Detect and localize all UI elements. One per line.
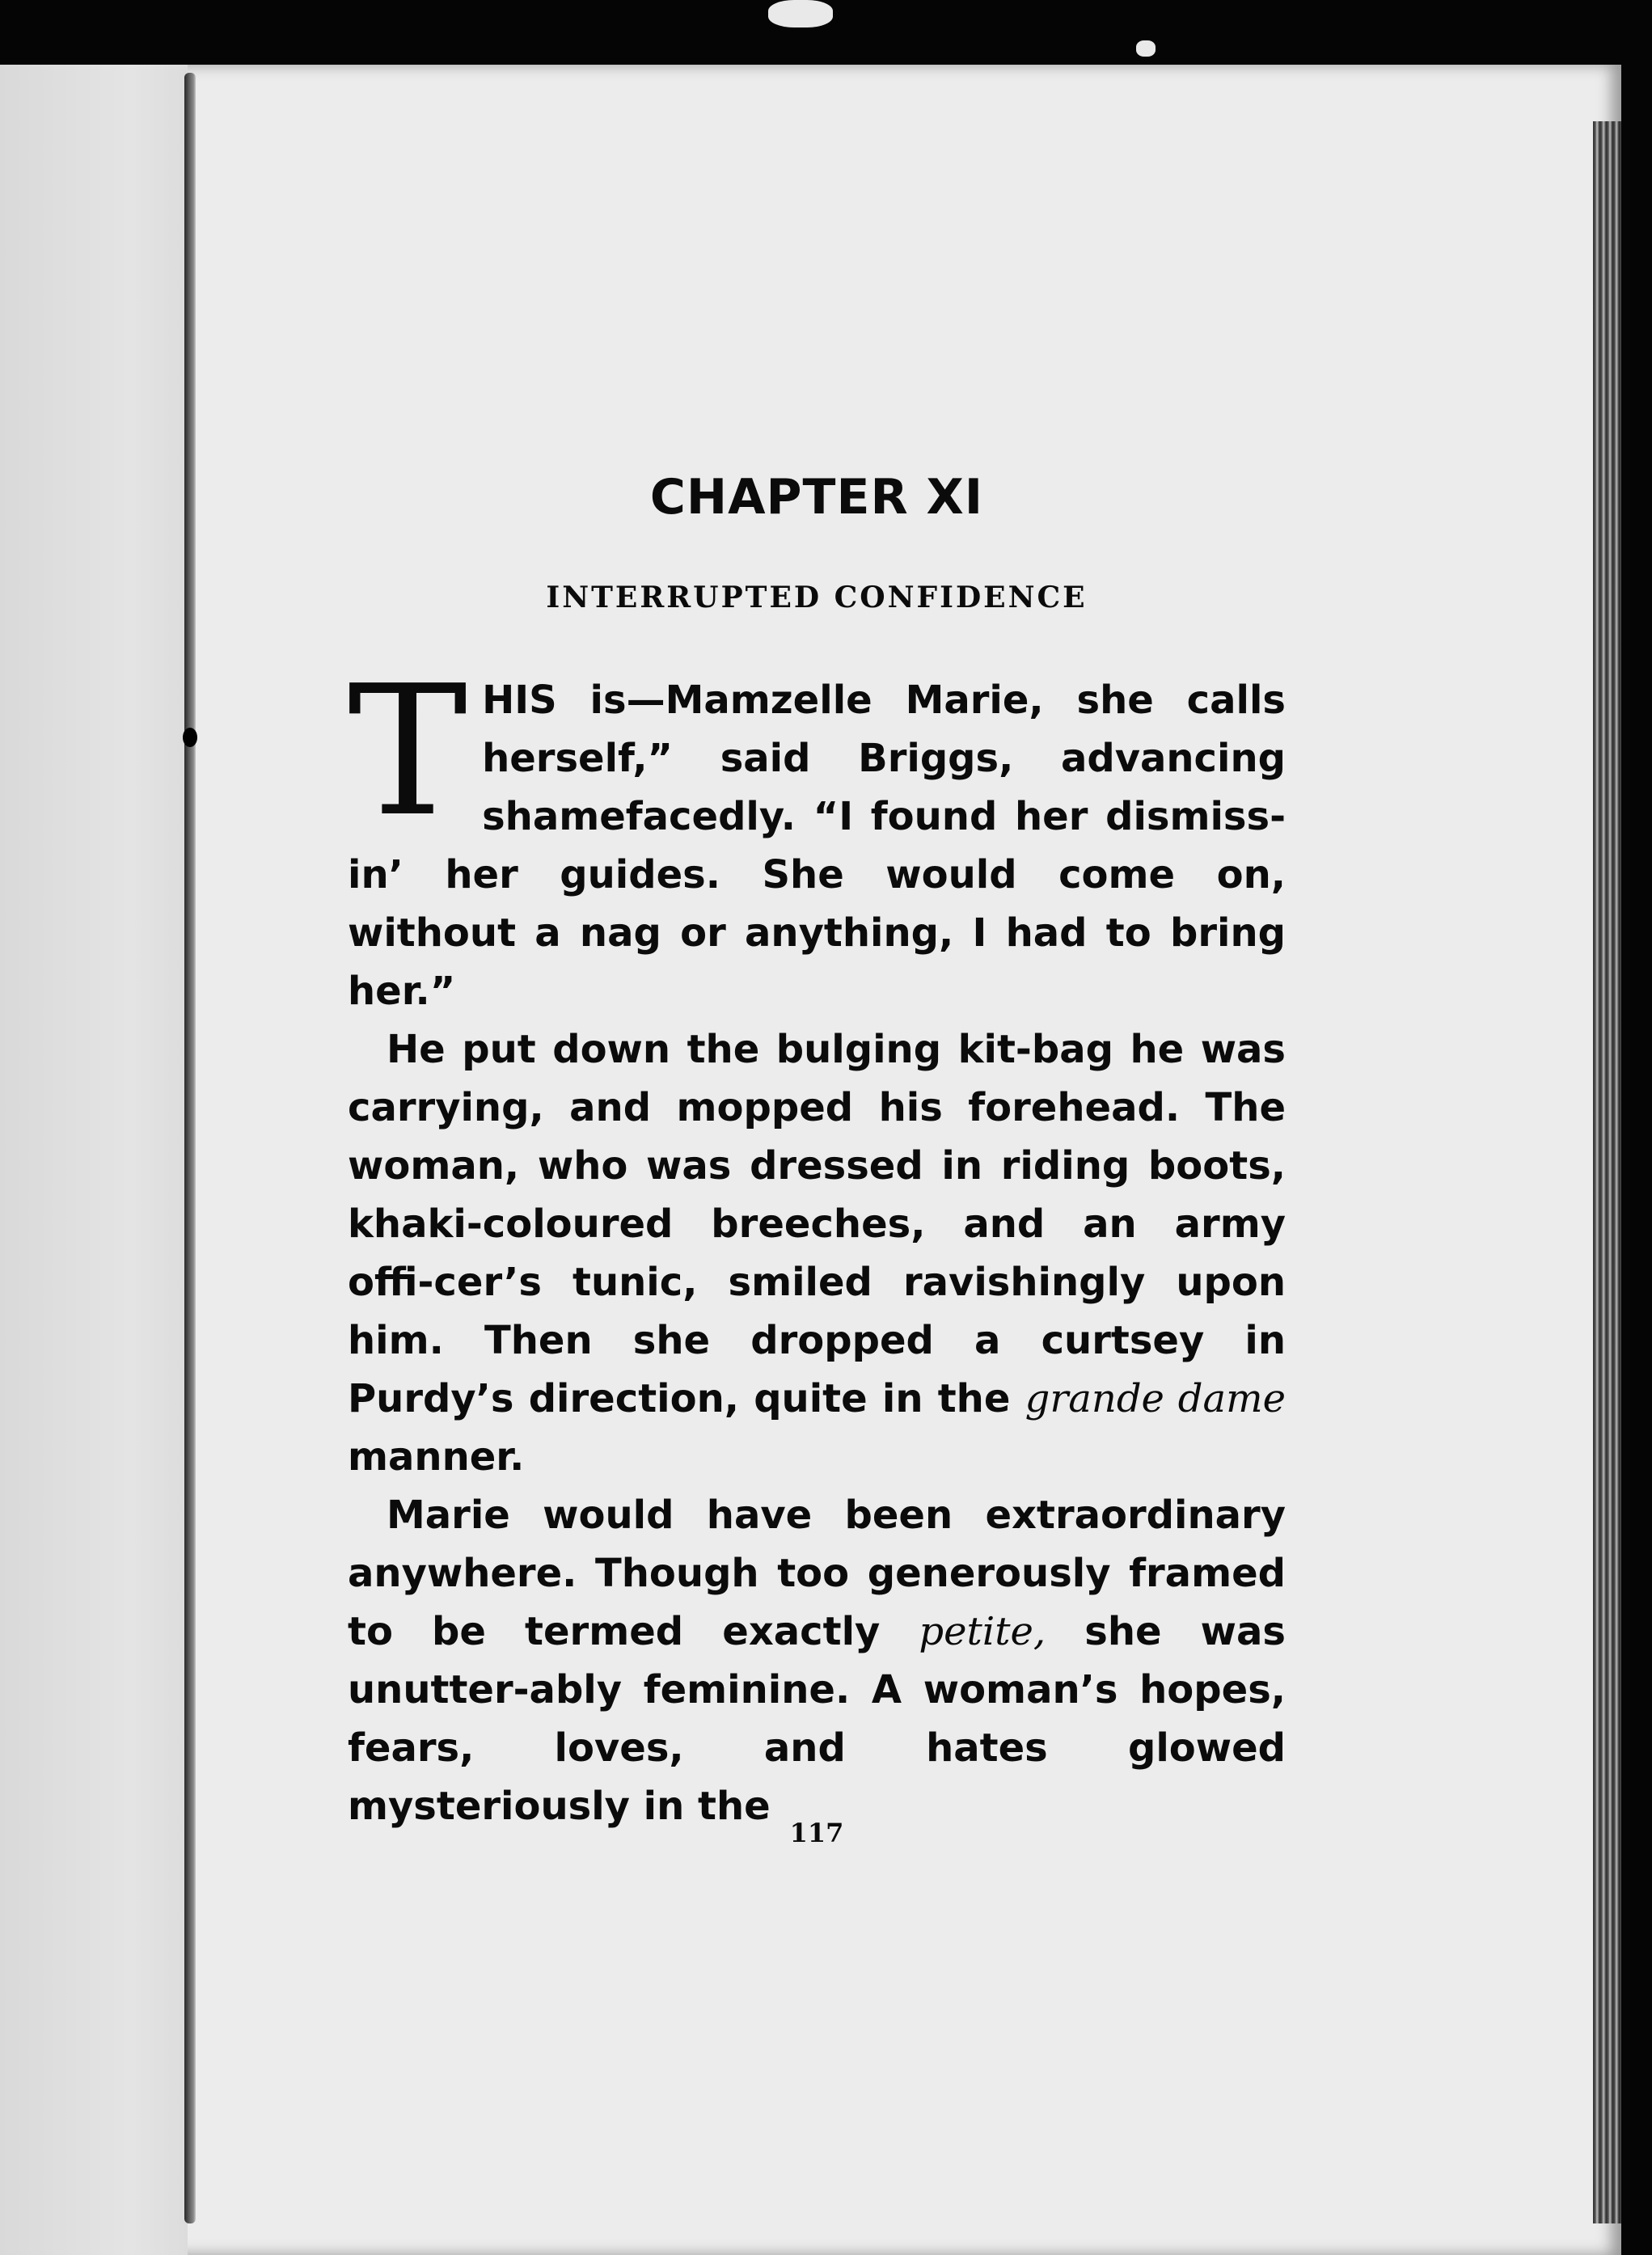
book-page — [0, 65, 1621, 2255]
paragraph — [348, 1020, 1286, 1486]
page-stack-edge — [1593, 121, 1621, 2223]
paragraph-text: HIS is—Mamzelle Marie, she calls herself,” said Briggs, advancing shamefacedly. “I found her dismiss-in’ her guides. She would come on, without a nag or anything, I had to bring her.” — [348, 678, 1286, 1014]
paragraph-text: He put down the bulging kit-bag he was carrying, and mopped his forehead. The woman, who was dressed in riding boots, khaki-coloured breeches, and an army offi-cer’s tunic, smiled ravishingly upon him. Then she dropped a curtsey in Purdy’s direction, quite in the — [348, 1027, 1286, 1421]
paragraph — [348, 648, 1286, 1020]
speck — [1136, 40, 1156, 57]
paragraph — [348, 1486, 1286, 1835]
drop-cap: T — [348, 648, 468, 856]
paragraph-text-start: Marie would have been extraordinary anywhere. Though too generously framed to be termed exactly — [348, 1493, 1286, 1654]
left-page-edge — [0, 65, 188, 2255]
speck — [768, 0, 833, 27]
chapter-subtitle: INTERRUPTED CONFIDENCE — [546, 581, 1088, 614]
paragraph-text: she was unutter-ably feminine. A woman’s hopes, fears, loves, and hates glowed mysteriously in the — [348, 1609, 1286, 1829]
binding-mark — [183, 728, 197, 747]
chapter-title: CHAPTER XI — [649, 469, 984, 526]
italic-phrase: grande dame — [1025, 1376, 1286, 1421]
italic-phrase: petite, — [919, 1609, 1046, 1654]
binding-shadow — [184, 73, 196, 2223]
body-text — [348, 648, 1286, 1835]
page-number: 117 — [789, 1818, 844, 1848]
paragraph-text-end: manner. — [348, 1434, 525, 1480]
